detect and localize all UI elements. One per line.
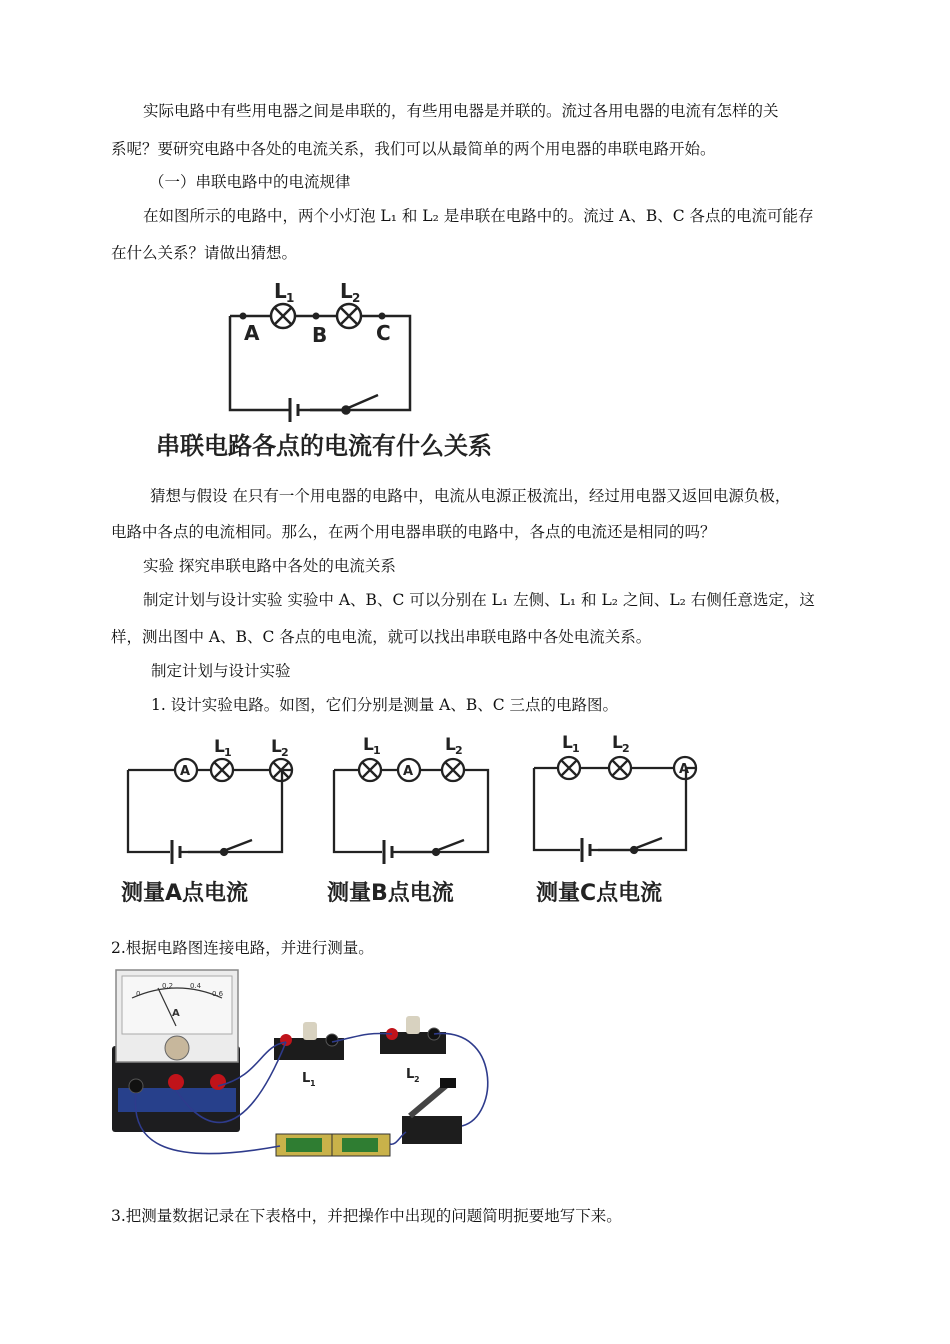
label-c-L2: L xyxy=(612,733,623,753)
figure1-caption: 串联电路各点的电流有什么关系 xyxy=(156,432,492,460)
experiment-heading: 实验 探究串联电路中各处的电流关系 xyxy=(143,557,396,575)
label-b-L1-sub: 1 xyxy=(373,744,381,757)
paragraph-question-line1: 在如图所示的电路中，两个小灯泡 L₁ 和 L₂ 是串联在电路中的。流过 A、B、C 各点的电流可能存 xyxy=(143,207,814,225)
lab-setup-photo xyxy=(110,966,510,1176)
meter-scale-06: 0.6 xyxy=(212,990,224,998)
photo-label-L2: L xyxy=(406,1067,415,1082)
label-a-L2: L xyxy=(271,737,282,757)
paragraph-hypothesis-line2: 电路中各点的电流相同。那么，在两个用电器串联的电路中，各点的电流还是相同的吗？ xyxy=(111,523,716,541)
ammeter-b-symbol: A xyxy=(403,764,414,779)
meter-scale-04: 0.4 xyxy=(190,982,202,990)
caption-measure-a: 测量A点电流 xyxy=(121,881,249,906)
label-b-L1: L xyxy=(363,735,374,755)
label-point-A: A xyxy=(244,321,260,345)
paragraph-question-line2: 在什么关系？请做出猜想。 xyxy=(111,244,298,262)
label-L2: L xyxy=(340,279,353,303)
step-2: 2.根据电路图连接电路，并进行测量。 xyxy=(111,939,374,957)
label-point-B: B xyxy=(312,323,328,347)
paragraph-plan-line2: 样，测出图中 A、B、C 各点的电电流，就可以找出串联电路中各处电流关系。 xyxy=(111,628,652,646)
caption-measure-c: 测量C点电流 xyxy=(536,881,663,906)
section-heading-series: （一）串联电路中的电流规律 xyxy=(149,173,351,191)
label-a-L2-sub: 2 xyxy=(281,746,289,759)
label-L1-sub: 1 xyxy=(286,291,295,305)
photo-label-L1-sub: 1 xyxy=(310,1079,316,1088)
step-1: 1. 设计实验电路。如图，它们分别是测量 A、B、C 三点的电路图。 xyxy=(151,696,619,714)
measurement-circuits-diagram xyxy=(110,726,710,876)
plan-heading: 制定计划与设计实验 xyxy=(151,662,291,680)
photo-label-L1: L xyxy=(302,1071,311,1086)
ammeter-a-symbol: A xyxy=(180,764,191,779)
caption-measure-b: 测量B点电流 xyxy=(327,881,454,906)
paragraph-intro-line2: 系呢？要研究电路中各处的电流关系，我们可以从最简单的两个用电器的串联电路开始。 xyxy=(111,140,716,158)
label-a-L1: L xyxy=(214,737,225,757)
label-b-L2: L xyxy=(445,735,456,755)
photo-label-L2-sub: 2 xyxy=(414,1075,420,1084)
meter-unit: A xyxy=(172,1008,180,1019)
ammeter-c-symbol: A xyxy=(679,762,690,777)
meter-scale-02: 0.2 xyxy=(162,982,174,990)
label-b-L2-sub: 2 xyxy=(455,744,463,757)
label-a-L1-sub: 1 xyxy=(224,746,232,759)
paragraph-hypothesis-line1: 猜想与假设 在只有一个用电器的电路中，电流从电源正极流出，经过用电器又返回电源负极， xyxy=(150,487,791,505)
meter-scale-0: 0 xyxy=(136,990,141,998)
label-L2-sub: 2 xyxy=(352,291,361,305)
label-c-L2-sub: 2 xyxy=(622,742,630,755)
label-c-L1: L xyxy=(562,733,573,753)
paragraph-plan-line1: 制定计划与设计实验 实验中 A、B、C 可以分别在 L₁ 左侧、L₁ 和 L₂ 之间、L₂ 右侧任意选定，这 xyxy=(143,591,815,609)
label-point-C: C xyxy=(376,321,391,345)
paragraph-intro-line1: 实际电路中有些用电器之间是串联的，有些用电器是并联的。流过各用电器的电流有怎样的关 xyxy=(143,102,779,120)
label-c-L1-sub: 1 xyxy=(572,742,580,755)
step-3: 3.把测量数据记录在下表格中，并把操作中出现的问题简明扼要地写下来。 xyxy=(111,1207,622,1225)
label-L1: L xyxy=(274,279,287,303)
